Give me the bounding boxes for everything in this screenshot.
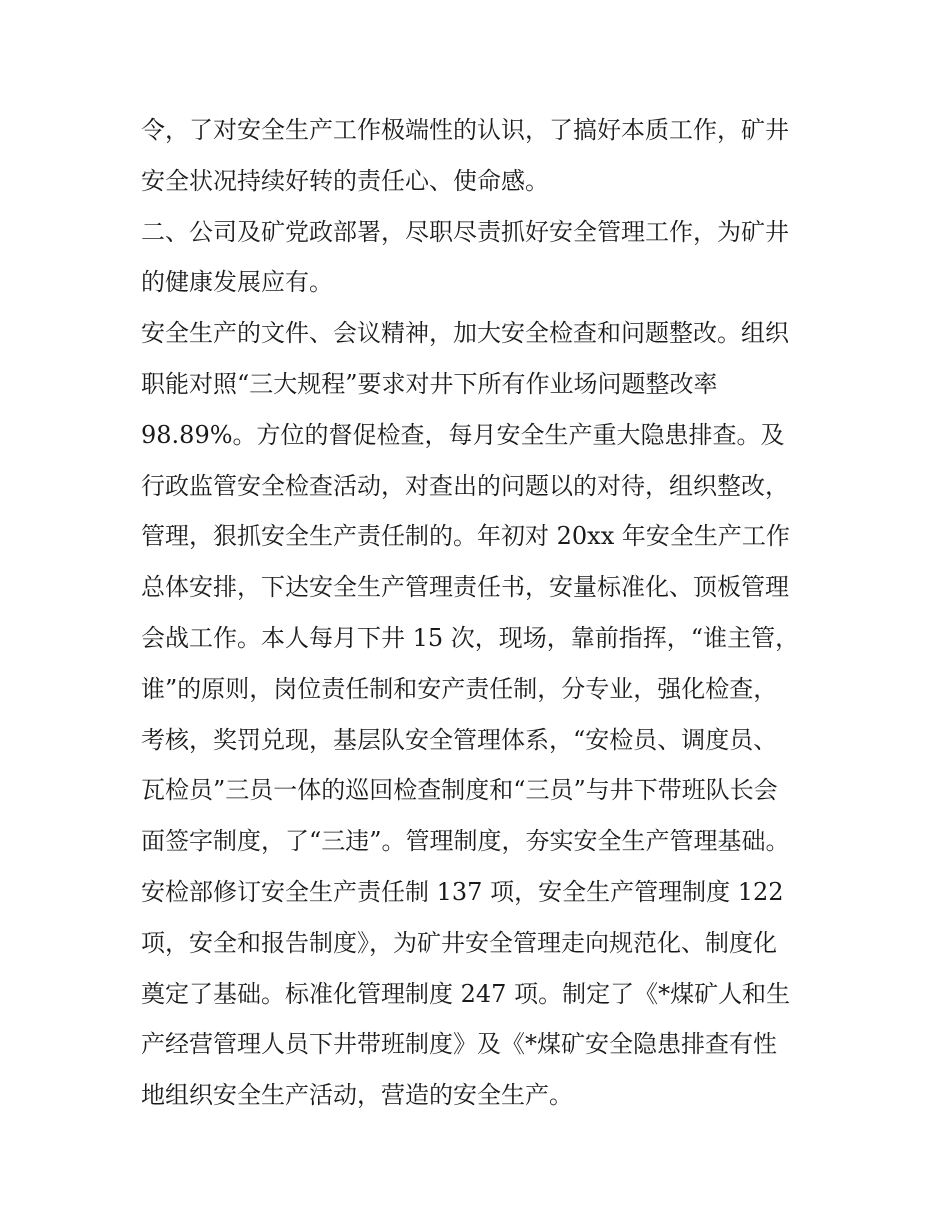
text-line: 职能对照“三大规程”要求对井下所有作业场问题整改率 xyxy=(141,369,718,398)
text-line: 98.89%。方位的督促检查，每月安全生产重大隐患排查。及 xyxy=(141,420,785,449)
text-line: 行政监管安全检查活动，对查出的问题以的对待，组织整改， xyxy=(141,471,789,500)
text-line: 项，安全和报告制度》，为矿井安全管理走向规范化、制度化 xyxy=(141,928,777,957)
text-line: 管理，狠抓安全生产责任制的。年初对 20xx 年安全生产工作 xyxy=(141,522,790,551)
text-line: 安全生产的文件、会议精神，加大安全检查和问题整改。组织 xyxy=(141,319,789,348)
text-line: 总体安排，下达安全生产管理责任书，安量标准化、顶板管理 xyxy=(141,573,789,602)
text-line: 地组织安全生产活动，营造的安全生产。 xyxy=(141,1081,573,1110)
text-line: 面签字制度，了“三违”。管理制度，夯实安全生产管理基础。 xyxy=(141,827,790,856)
text-line: 瓦检员”三员一体的巡回检查制度和“三员”与井下带班队长会 xyxy=(141,776,778,805)
text-line: 考核，奖罚兑现，基层队安全管理体系，“安检员、调度员、 xyxy=(141,725,778,754)
text-line: 的健康发展应有。 xyxy=(141,268,333,297)
text-line: 奠定了基础。标准化管理制度 247 项。制定了《*煤矿人和生 xyxy=(141,979,791,1008)
text-line: 谁”的原则，岗位责任制和安产责任制，分专业，强化检查， xyxy=(141,674,778,703)
text-line: 二、公司及矿党政部署，尽职尽责抓好安全管理工作，为矿井 xyxy=(141,217,789,246)
text-line: 会战工作。本人每月下井 15 次，现场，靠前指挥，“谁主管， xyxy=(141,623,800,652)
text-line: 安检部修订安全生产责任制 137 项，安全生产管理制度 122 xyxy=(141,877,784,906)
body-text xyxy=(141,105,831,1121)
text-line: 安全状况持续好转的责任心、使命感。 xyxy=(141,166,549,195)
text-line: 令，了对安全生产工作极端性的认识，了搞好本质工作，矿井 xyxy=(141,116,789,144)
text-line: 产经营管理人员下井带班制度》及《*煤矿安全隐患排查有性 xyxy=(141,1030,777,1059)
